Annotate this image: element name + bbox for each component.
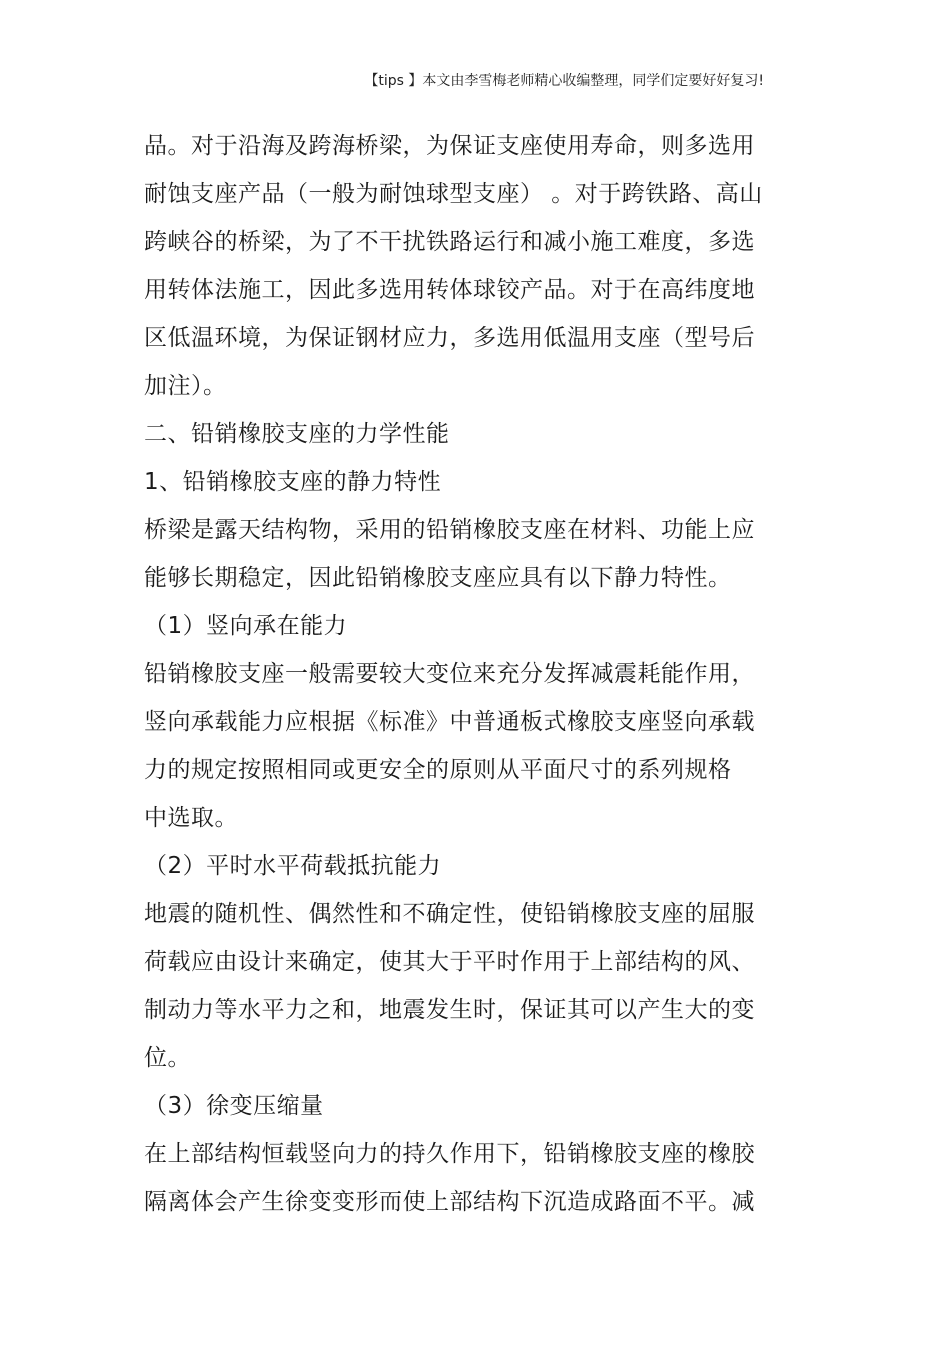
- paragraph-line: 品。对于沿海及跨海桥梁，为保证支座使用寿命，则多选用: [144, 133, 755, 159]
- paragraph-line: 在上部结构恒载竖向力的持久作用下，铅销橡胶支座的橡胶: [144, 1141, 755, 1167]
- paragraph-line: 地震的随机性、偶然性和不确定性，使铅销橡胶支座的屈服: [144, 901, 755, 927]
- header-tip-note: 【tips 】本文由李雪梅老师精心收编整理，同学们定要好好复习!: [364, 73, 764, 89]
- subsection-heading: 1、铅销橡胶支座的静力特性: [144, 469, 442, 495]
- paragraph-line: 中选取。: [144, 805, 238, 831]
- paragraph-line: 隔离体会产生徐变变形而使上部结构下沉造成路面不平。减: [144, 1189, 755, 1215]
- paragraph-line: 桥梁是露天结构物，采用的铅销橡胶支座在材料、功能上应: [144, 517, 755, 543]
- section-heading: 二、铅销橡胶支座的力学性能: [144, 421, 450, 447]
- item-heading: （3）徐变压缩量: [144, 1093, 324, 1119]
- paragraph-line: 竖向承载能力应根据《标准》中普通板式橡胶支座竖向承载: [144, 709, 755, 735]
- item-heading: （2）平时水平荷载抵抗能力: [144, 853, 442, 879]
- paragraph-line: 耐蚀支座产品（一般为耐蚀球型支座） 。对于跨铁路、高山: [144, 181, 763, 207]
- paragraph-line: 力的规定按照相同或更安全的原则从平面尺寸的系列规格: [144, 757, 732, 783]
- paragraph-line: 位。: [144, 1045, 191, 1071]
- paragraph-line: 加注）。: [144, 373, 227, 399]
- item-heading: （1）竖向承在能力: [144, 613, 348, 639]
- paragraph-line: 跨峡谷的桥梁，为了不干扰铁路运行和减小施工难度，多选: [144, 229, 755, 255]
- paragraph-line: 铅销橡胶支座一般需要较大变位来充分发挥减震耗能作用，: [144, 661, 755, 687]
- document-body: [144, 122, 824, 1226]
- paragraph-line: 制动力等水平力之和，地震发生时，保证其可以产生大的变: [144, 997, 755, 1023]
- paragraph-line: 用转体法施工，因此多选用转体球铰产品。对于在高纬度地: [144, 277, 755, 303]
- paragraph-line: 荷载应由设计来确定，使其大于平时作用于上部结构的风、: [144, 949, 755, 975]
- paragraph-line: 区低温环境，为保证钢材应力，多选用低温用支座（型号后: [144, 325, 755, 351]
- paragraph-line: 能够长期稳定，因此铅销橡胶支座应具有以下静力特性。: [144, 565, 732, 591]
